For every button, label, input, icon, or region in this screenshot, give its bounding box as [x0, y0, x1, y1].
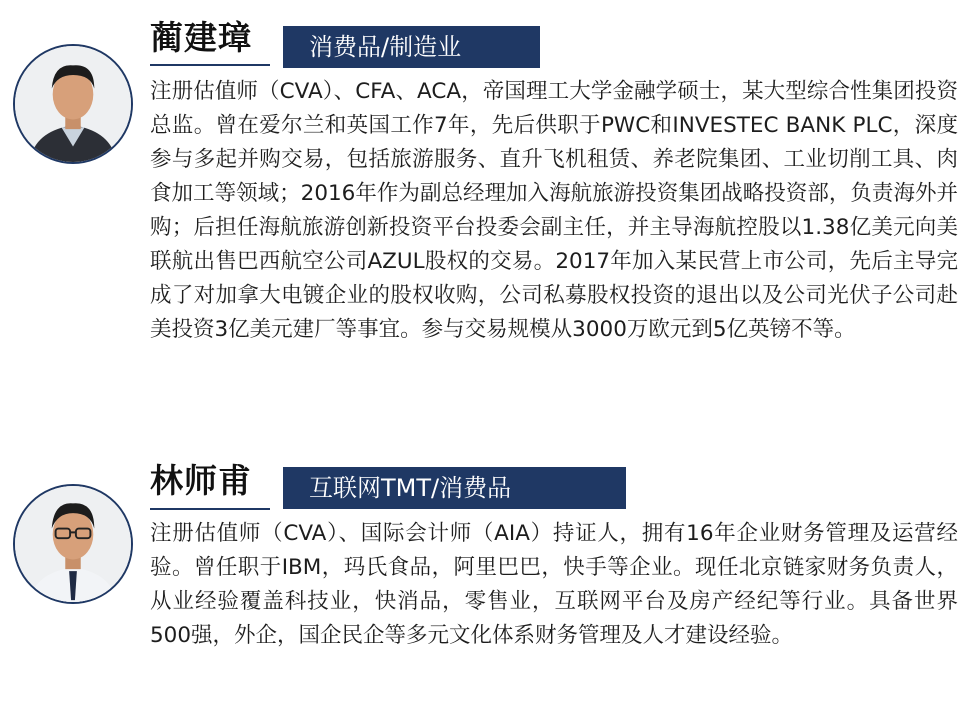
person-photo-icon: [15, 46, 131, 162]
person-name: 蔺建璋: [150, 18, 252, 57]
industry-tag: 消费品/制造业: [283, 26, 540, 68]
person-photo-icon: [15, 486, 131, 602]
person-bio: 注册估值师（CVA）、CFA、ACA，帝国理工大学金融学硕士，某大型综合性集团投资总监。曾在爱尔兰和英国工作7年，先后供职于PWC和INVESTEC BANK PLC，深度参与多起并购交易，包括旅游服务、直升飞机租赁、养老院集团、工业切削工具、肉食加工等领域；2016年作为副总经理加入海航旅游投资集团战略投资部，负责海外并购；后担任海航旅游创新投资平台投委会副主任，并主导海航控股以1.38亿美元向美联航出售巴西航空公司AZUL股权的交易。2017年加入某民营上市公司，先后主导完成了对加拿大电镀企业的股权收购，公司私募股权投资的退出以及公司光伏子公司赴美投资3亿美元建厂等事宜。参与交易规模从3000万欧元到5亿英镑不等。: [150, 79, 958, 342]
person-bio: 注册估值师（CVA）、国际会计师（AIA）持证人，拥有16年企业财务管理及运营经验。曾任职于IBM，玛氏食品，阿里巴巴，快手等企业。现任北京链家财务负责人，从业经验覆盖科技业，快消品，零售业，互联网平台及房产经纪等行业。具备世界500强，外企，国企民企等多元文化体系财务管理及人才建设经验。: [150, 521, 958, 648]
name-underline: [150, 508, 270, 510]
person-name: 林师甫: [150, 461, 252, 500]
name-underline: [150, 64, 270, 66]
avatar: [13, 484, 133, 604]
avatar: [13, 44, 133, 164]
industry-tag: 互联网TMT/消费品: [283, 467, 626, 509]
profile-card-2: [0, 440, 980, 708]
